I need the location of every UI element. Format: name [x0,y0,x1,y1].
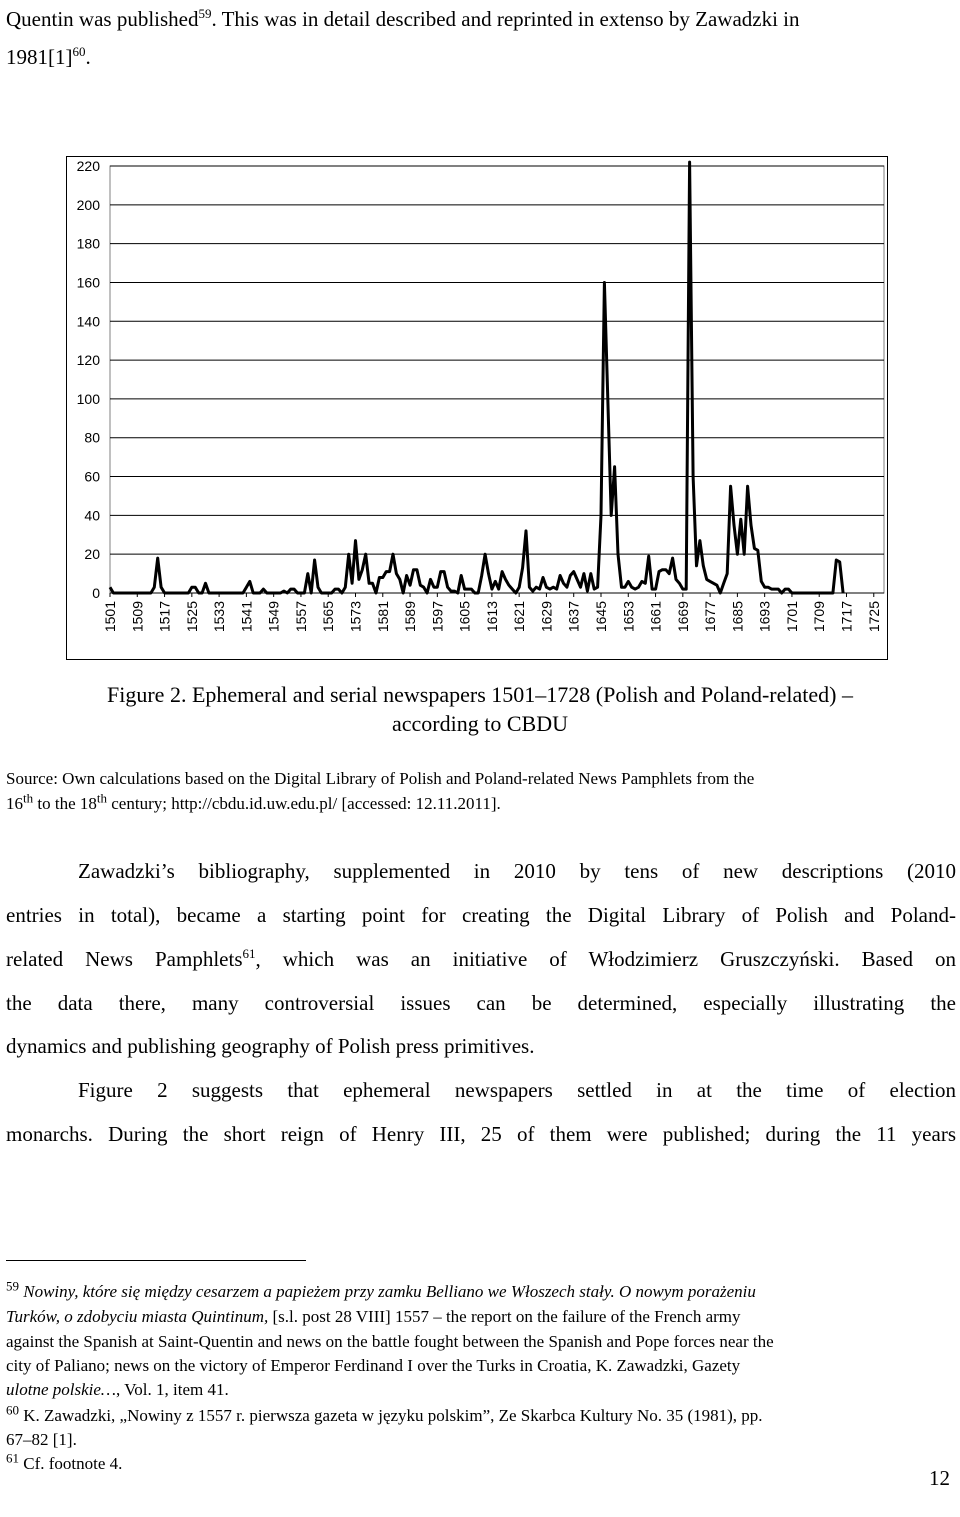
y-tick-label: 160 [76,274,100,291]
footnote-ref-61[interactable]: 61 [242,946,256,961]
figure-caption [0,680,960,738]
chart-svg [66,156,888,660]
footnote-ref-59[interactable]: 59 [198,6,212,21]
source-text: 16 [6,794,23,813]
x-tick-label: 1685 [729,601,746,633]
x-tick-label: 1693 [756,601,773,633]
intro-text: Quentin was published [6,7,199,31]
x-tick-label: 1613 [483,601,500,633]
figure-source [6,766,956,816]
body-text: related News Pamphlets [6,947,243,971]
x-tick-label: 1653 [620,601,637,633]
y-tick-label: 20 [84,546,100,563]
x-tick-label: 1629 [538,601,555,633]
y-tick-label: 200 [76,196,100,213]
source-line-1: Source: Own calculations based on the Digital Library of Polish and Poland-related News Pamphlets from the [6,769,755,788]
footnote-text: Cf. footnote 4. [23,1454,123,1473]
source-line-2 [6,791,956,816]
y-tick-label: 100 [76,390,100,407]
x-tick-label: 1605 [456,601,473,633]
footnote-ref-60[interactable]: 60 [72,44,86,59]
footnote-title: Turków, o zdobyciu miasta Quintinum, [6,1307,269,1326]
source-sup: th [23,790,34,806]
x-tick-label: 1645 [592,601,609,633]
footnote-59-line-3: against the Spanish at Saint-Quentin and news on the battle fought between the Spanish and Pope forces near the [6,1332,774,1351]
intro-text: . This was in detail described and reprinted in extenso by Zawadzki in [211,7,800,31]
body-line: dynamics and publishing geography of Polish press primitives. [6,1034,535,1058]
x-tick-label: 1709 [811,601,828,633]
footnote-title: Nowiny, które się między cesarzem a papieżem przy zamku Belliano we Włoszech stały. O nowym porażeniu [23,1282,756,1301]
x-tick-label: 1621 [511,601,528,633]
footnote-60-line-1 [6,1404,956,1428]
y-tick-label: 40 [84,507,100,524]
x-tick-label: 1717 [838,601,855,633]
body-line: Figure 2 suggests that ephemeral newspapers settled in at the time of election [78,1078,956,1102]
source-sup: th [96,790,107,806]
intro-text-line-1 [6,4,956,34]
x-tick-label: 1533 [211,601,228,633]
y-tick-label: 80 [84,429,100,446]
footnote-59-line-1 [6,1280,956,1304]
x-tick-label: 1573 [347,601,364,633]
x-tick-label: 1677 [702,601,719,633]
x-tick-label: 1565 [320,601,337,633]
x-tick-label: 1597 [429,601,446,633]
x-tick-label: 1725 [865,601,882,633]
intro-text-line-2 [6,42,956,72]
footnote-title: ulotne polskie… [6,1380,117,1399]
footnote-number: 61 [6,1450,19,1466]
y-tick-label: 60 [84,468,100,485]
y-tick-label: 140 [76,313,100,330]
intro-text: . [85,45,91,69]
newspaper-chart [66,156,888,660]
x-tick-label: 1549 [265,601,282,633]
footnote-59-line-5 [6,1378,956,1402]
footnote-number: 59 [6,1278,19,1294]
x-tick-label: 1501 [102,601,118,633]
footnote-divider [6,1260,306,1261]
y-tick-label: 180 [76,235,100,252]
x-tick-label: 1669 [674,601,691,633]
footnote-number: 60 [6,1402,19,1418]
y-tick-label: 0 [92,585,100,601]
footnote-59-line-2 [6,1305,956,1329]
source-url: century; http://cbdu.id.uw.edu.pl/ [accessed: 12.11.2011]. [107,794,501,813]
caption-line-2: according to CBDU [392,711,568,736]
body-line [6,944,956,974]
footnote-60-line-2: 67–82 [1]. [6,1430,77,1449]
x-tick-label: 1517 [156,601,173,633]
page-number: 12 [929,1466,950,1490]
body-line: monarchs. During the short reign of Henry III, 25 of them were published; during the 11 years [6,1122,956,1146]
x-tick-label: 1589 [402,601,419,633]
x-tick-label: 1509 [129,601,146,633]
footnote-61 [6,1452,956,1476]
y-tick-label: 120 [76,352,100,369]
plot-area [110,166,884,593]
intro-text: 1981[1] [6,45,73,69]
body-line: Zawadzki’s bibliography, supplemented in 2010 by tens of new descriptions (2010 [78,859,956,883]
footnote-text: K. Zawadzki, „Nowiny z 1557 r. pierwsza gazeta w języku polskim”, Ze Skarbca Kultury No. 35 (1981), pp. [23,1406,763,1425]
footnote-text: , Vol. 1, item 41. [116,1380,229,1399]
caption-line-1: Figure 2. Ephemeral and serial newspapers 1501–1728 (Polish and Poland-related) – [107,682,853,707]
y-tick-label: 220 [76,158,100,174]
x-tick-label: 1557 [292,601,309,633]
x-tick-label: 1701 [783,601,800,633]
body-line: entries in total), became a starting point for creating the Digital Library of Polish and Poland- [6,903,956,927]
x-tick-label: 1525 [183,601,200,633]
x-tick-label: 1581 [374,601,391,633]
source-text: to the 18 [33,794,97,813]
body-line: the data there, many controversial issues can be determined, especially illustrating the [6,991,956,1015]
x-tick-label: 1661 [647,601,664,633]
x-tick-label: 1541 [238,601,255,633]
footnote-text: [s.l. post 28 VIII] 1557 – the report on the failure of the French army [268,1307,741,1326]
body-text: , which was an initiative of Włodzimierz Gruszczyński. Based on [255,947,956,971]
x-tick-label: 1637 [565,601,582,633]
footnote-59-line-4: city of Paliano; news on the victory of Emperor Ferdinand I over the Turks in Croatia, K. Zawadzki, Gazety [6,1356,741,1375]
